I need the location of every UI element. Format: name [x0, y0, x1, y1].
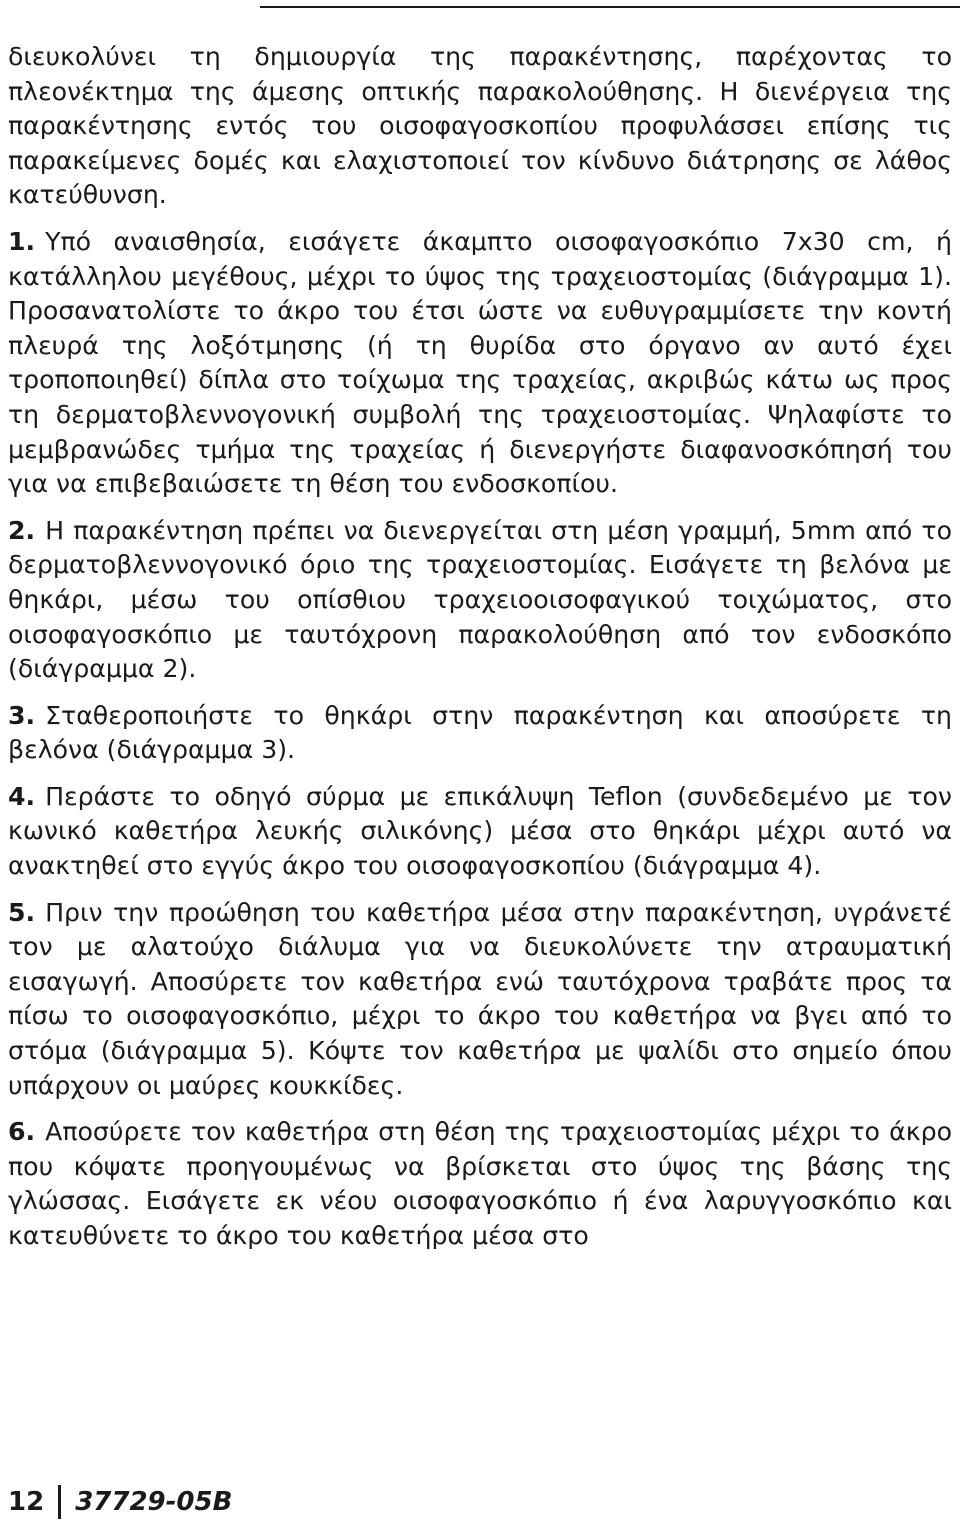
- step-text: Σταθεροποιήστε το θηκάρι στην παρακέντηση και αποσύρετε τη βελόνα (διάγραμμα 3).: [8, 700, 952, 765]
- step-2: [8, 514, 952, 687]
- top-rule: [260, 6, 960, 8]
- step-3: [8, 699, 952, 768]
- page-number: 12: [8, 1487, 45, 1517]
- paragraph-text: διευκολύνει τη δημιουργία της παρακέντησης, παρέχοντας το πλεονέκτημα της άμεσης οπτικής παρακολούθησης. Η διενέργεια της παρακέντησης εντός του οισοφαγοσκοπίου προφυλάσσει επίσης τις παρακείμενες δομές και ελαχιστοποιεί τον κίνδυνο διάτρησης σε λάθος κατεύθυνση.: [8, 42, 952, 210]
- step-5: [8, 896, 952, 1104]
- step-4: [8, 780, 952, 884]
- step-number: 4.: [8, 781, 36, 811]
- step-1: [8, 225, 952, 502]
- document-body: [8, 40, 952, 1266]
- step-text: Η παρακέντηση πρέπει να διενεργείται στη μέση γραμμή, 5mm από το δερματοβλεννογονικό όριο της τραχειοστομίας. Εισάγετε τη βελόνα με θηκάρι, μέσω του οπίσθιου τραχειοοισοφαγικού τοιχώματος, στο οισοφαγοσκόπιο με ταυτόχρονη παρακολούθηση από τον ενδοσκόπο (διάγραμμα 2).: [8, 515, 952, 684]
- step-number: 3.: [8, 700, 36, 730]
- step-number: 5.: [8, 897, 36, 927]
- step-text: Υπό αναισθησία, εισάγετε άκαμπτο οισοφαγοσκόπιο 7x30 cm, ή κατάλληλου μεγέθους, μέχρι το ύψος της τραχειοστομίας (διάγραμμα 1). Προσανατολίστε το άκρο του έτσι ώστε να ευθυγραμμίσετε την κοντή πλευρά της λοξότμησης (ή τη θυρίδα στο όργανο αν αυτό έχει τροποποιηθεί) δίπλα στο τοίχωμα της τραχείας, ακριβώς κάτω ως προς τη δερματοβλεννογονική συμβολή της τραχειοστομίας. Ψηλαφίστε το μεμβρανώδες τμήμα της τραχείας ή διενεργήστε διαφανοσκόπησή του για να επιβεβαιώσετε τη θέση του ενδοσκοπίου.: [8, 226, 952, 499]
- step-number: 6.: [8, 1117, 36, 1147]
- step-text: Πριν την προώθηση του καθετήρα μέσα στην παρακέντηση, υγράνετέ τον με αλατούχο διάλυμα για να διευκολύνετε την ατραυματική εισαγωγή. Αποσύρετε τον καθετήρα ενώ ταυτόχρονα τραβάτε προς τα πίσω το οισοφαγοσκόπιο, μέχρι το άκρο του καθετήρα να βγει από το στόμα (διάγραμμα 5). Κόψτε τον καθετήρα με ψαλίδι στο σημείο όπου υπάρχουν οι μαύρες κουκκίδες.: [8, 897, 952, 1100]
- footer-separator: [58, 1485, 61, 1519]
- paragraph-intro: [8, 40, 952, 213]
- step-number: 1.: [8, 226, 36, 256]
- document-code: 37729-05B: [75, 1487, 233, 1517]
- step-text: Περάστε το οδηγό σύρμα με επικάλυψη Teflon (συνδεδεμένο με τον κωνικό καθετήρα λευκής σιλικόνης) μέσα στο θηκάρι μέχρι αυτό να ανακτηθεί στο εγγύς άκρο του οισοφαγοσκοπίου (διάγραμμα 4).: [8, 781, 952, 881]
- page-footer: [8, 1484, 232, 1520]
- step-number: 2.: [8, 515, 36, 545]
- step-text: Αποσύρετε τον καθετήρα στη θέση της τραχειοστομίας μέχρι το άκρο που κόψατε προηγουμένως να βρίσκεται στο ύψος της βάσης της γλώσσας. Εισάγετε εκ νέου οισοφαγοσκόπιο ή ένα λαρυγγοσκόπιο και κατευθύνετε το άκρο του καθετήρα μέσα στο: [8, 1117, 952, 1250]
- step-6: [8, 1115, 952, 1253]
